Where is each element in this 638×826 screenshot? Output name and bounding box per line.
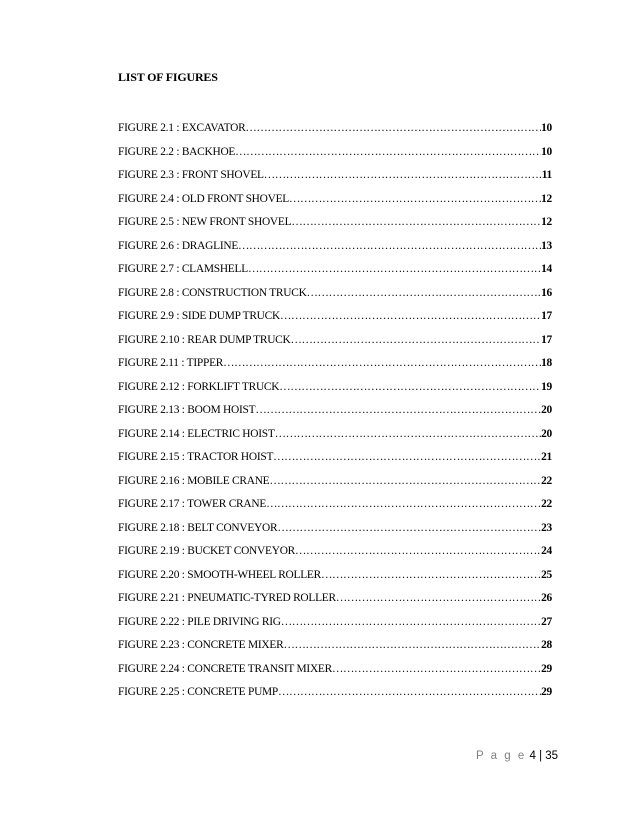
figure-entry-label: FIGURE 2.2 : BACKHOE <box>118 145 236 158</box>
dot-leader <box>281 616 541 628</box>
figure-entry-page-number: 21 <box>541 451 552 463</box>
page-footer <box>476 750 558 762</box>
figure-entry[interactable] <box>118 639 552 663</box>
figure-entry[interactable] <box>118 240 552 264</box>
figure-entry[interactable] <box>118 310 552 334</box>
figures-list <box>118 122 552 710</box>
figure-entry[interactable] <box>118 193 552 217</box>
figure-entry-label: FIGURE 2.11 : TIPPER <box>118 357 224 369</box>
figure-entry-label: FIGURE 2.23 : CONCRETE MIXER <box>118 639 284 651</box>
figure-entry-page-number: 27 <box>541 615 552 628</box>
figure-entry[interactable] <box>118 404 552 428</box>
figure-entry[interactable] <box>118 545 552 569</box>
figure-entry-page-number: 11 <box>541 169 552 181</box>
dot-leader <box>277 522 541 534</box>
dot-leader <box>255 404 541 416</box>
dot-leader <box>295 545 541 557</box>
figure-entry-label: FIGURE 2.8 : CONSTRUCTION TRUCK <box>118 286 307 299</box>
figure-entry-page-number: 12 <box>541 192 552 205</box>
dot-leader <box>275 428 542 440</box>
dot-leader <box>273 451 541 463</box>
dot-leader <box>291 334 542 346</box>
page-separator: | <box>539 750 543 762</box>
figure-entry[interactable] <box>118 381 552 405</box>
figure-entry[interactable] <box>118 522 552 546</box>
dot-leader <box>264 169 542 181</box>
dot-leader <box>223 357 541 369</box>
figure-entry-label: FIGURE 2.12 : FORKLIFT TRUCK <box>118 380 280 393</box>
figure-entry-page-number: 22 <box>541 498 552 510</box>
figure-entry-label: FIGURE 2.14 : ELECTRIC HOIST <box>118 427 275 440</box>
figure-entry-page-number: 28 <box>541 639 552 651</box>
figure-entry[interactable] <box>118 592 552 616</box>
figure-entry[interactable] <box>118 428 552 452</box>
figure-entry-page-number: 18 <box>541 357 552 369</box>
figure-entry[interactable] <box>118 451 552 475</box>
dot-leader <box>291 216 541 228</box>
figure-entry-label: FIGURE 2.21 : PNEUMATIC-TYRED ROLLER <box>118 592 336 604</box>
figure-entry-label: FIGURE 2.18 : BELT CONVEYOR <box>118 521 278 534</box>
figure-entry-label: FIGURE 2.9 : SIDE DUMP TRUCK <box>118 310 280 322</box>
total-page-count: 35 <box>545 750 559 762</box>
figure-entry-label: FIGURE 2.5 : NEW FRONT SHOVEL <box>118 216 292 228</box>
figure-entry[interactable] <box>118 357 552 381</box>
dot-leader <box>307 287 542 299</box>
figure-entry[interactable] <box>118 169 552 193</box>
figure-entry-page-number: 20 <box>541 404 552 416</box>
figure-entry-page-number: 25 <box>541 568 552 581</box>
dot-leader <box>269 475 541 487</box>
current-page-number: 4 <box>529 750 536 762</box>
dot-leader <box>280 310 541 322</box>
figure-entry[interactable] <box>118 334 552 358</box>
figure-entry-label: FIGURE 2.13 : BOOM HOIST <box>118 404 256 416</box>
dot-leader <box>235 146 541 158</box>
dot-leader <box>283 639 541 651</box>
figure-entry[interactable] <box>118 287 552 311</box>
dot-leader <box>245 122 541 134</box>
dot-leader <box>336 592 541 604</box>
figure-entry-label: FIGURE 2.20 : SMOOTH-WHEEL ROLLER <box>118 568 321 581</box>
figure-entry-label: FIGURE 2.10 : REAR DUMP TRUCK <box>118 333 291 346</box>
figure-entry-page-number: 14 <box>541 263 552 275</box>
figure-entry[interactable] <box>118 475 552 499</box>
figure-entry-label: FIGURE 2.4 : OLD FRONT SHOVEL <box>118 192 290 205</box>
figure-entry[interactable] <box>118 216 552 240</box>
list-of-figures-heading: LIST OF FIGURES <box>118 70 218 84</box>
figure-entry-page-number: 20 <box>541 427 552 440</box>
dot-leader <box>278 686 541 698</box>
figure-entry-label: FIGURE 2.3 : FRONT SHOVEL <box>118 169 264 181</box>
figure-entry-label: FIGURE 2.1 : EXCAVATOR <box>118 122 246 134</box>
figure-entry-page-number: 24 <box>541 545 552 557</box>
figure-entry-page-number: 26 <box>541 592 552 604</box>
figure-entry[interactable] <box>118 146 552 170</box>
figure-entry-page-number: 29 <box>541 686 552 698</box>
dot-leader <box>248 263 541 275</box>
figure-entry-page-number: 10 <box>541 145 552 158</box>
figure-entry[interactable] <box>118 263 552 287</box>
figure-entry-label: FIGURE 2.17 : TOWER CRANE <box>118 498 267 510</box>
dot-leader <box>332 663 541 675</box>
figure-entry-page-number: 19 <box>541 380 552 393</box>
figure-entry-page-number: 29 <box>541 662 552 675</box>
figure-entry-page-number: 23 <box>541 521 552 534</box>
figure-entry-label: FIGURE 2.16 : MOBILE CRANE <box>118 474 270 487</box>
page-word: P a g e <box>476 750 527 762</box>
dot-leader <box>321 569 541 581</box>
figure-entry-label: FIGURE 2.15 : TRACTOR HOIST <box>118 451 274 463</box>
figure-entry-label: FIGURE 2.19 : BUCKET CONVEYOR <box>118 545 296 557</box>
figure-entry[interactable] <box>118 686 552 710</box>
figure-entry-label: FIGURE 2.6 : DRAGLINE <box>118 239 239 252</box>
figure-entry[interactable] <box>118 122 552 146</box>
figure-entry-label: FIGURE 2.25 : CONCRETE PUMP <box>118 686 279 698</box>
figure-entry-page-number: 17 <box>541 310 552 322</box>
figure-entry-page-number: 13 <box>541 239 552 252</box>
dot-leader <box>266 498 541 510</box>
figure-entry-page-number: 22 <box>541 474 552 487</box>
figure-entry[interactable] <box>118 663 552 687</box>
figure-entry[interactable] <box>118 616 552 640</box>
figure-entry-page-number: 12 <box>541 216 552 228</box>
dot-leader <box>289 193 541 205</box>
figure-entry-label: FIGURE 2.24 : CONCRETE TRANSIT MIXER <box>118 662 332 675</box>
figure-entry[interactable] <box>118 569 552 593</box>
figure-entry-label: FIGURE 2.7 : CLAMSHELL <box>118 263 248 275</box>
figure-entry-page-number: 16 <box>541 286 552 299</box>
dot-leader <box>279 381 541 393</box>
dot-leader <box>238 240 541 252</box>
figure-entry-page-number: 17 <box>541 333 552 346</box>
figure-entry[interactable] <box>118 498 552 522</box>
figure-entry-page-number: 10 <box>541 122 552 134</box>
figure-entry-label: FIGURE 2.22 : PILE DRIVING RIG <box>118 615 281 628</box>
